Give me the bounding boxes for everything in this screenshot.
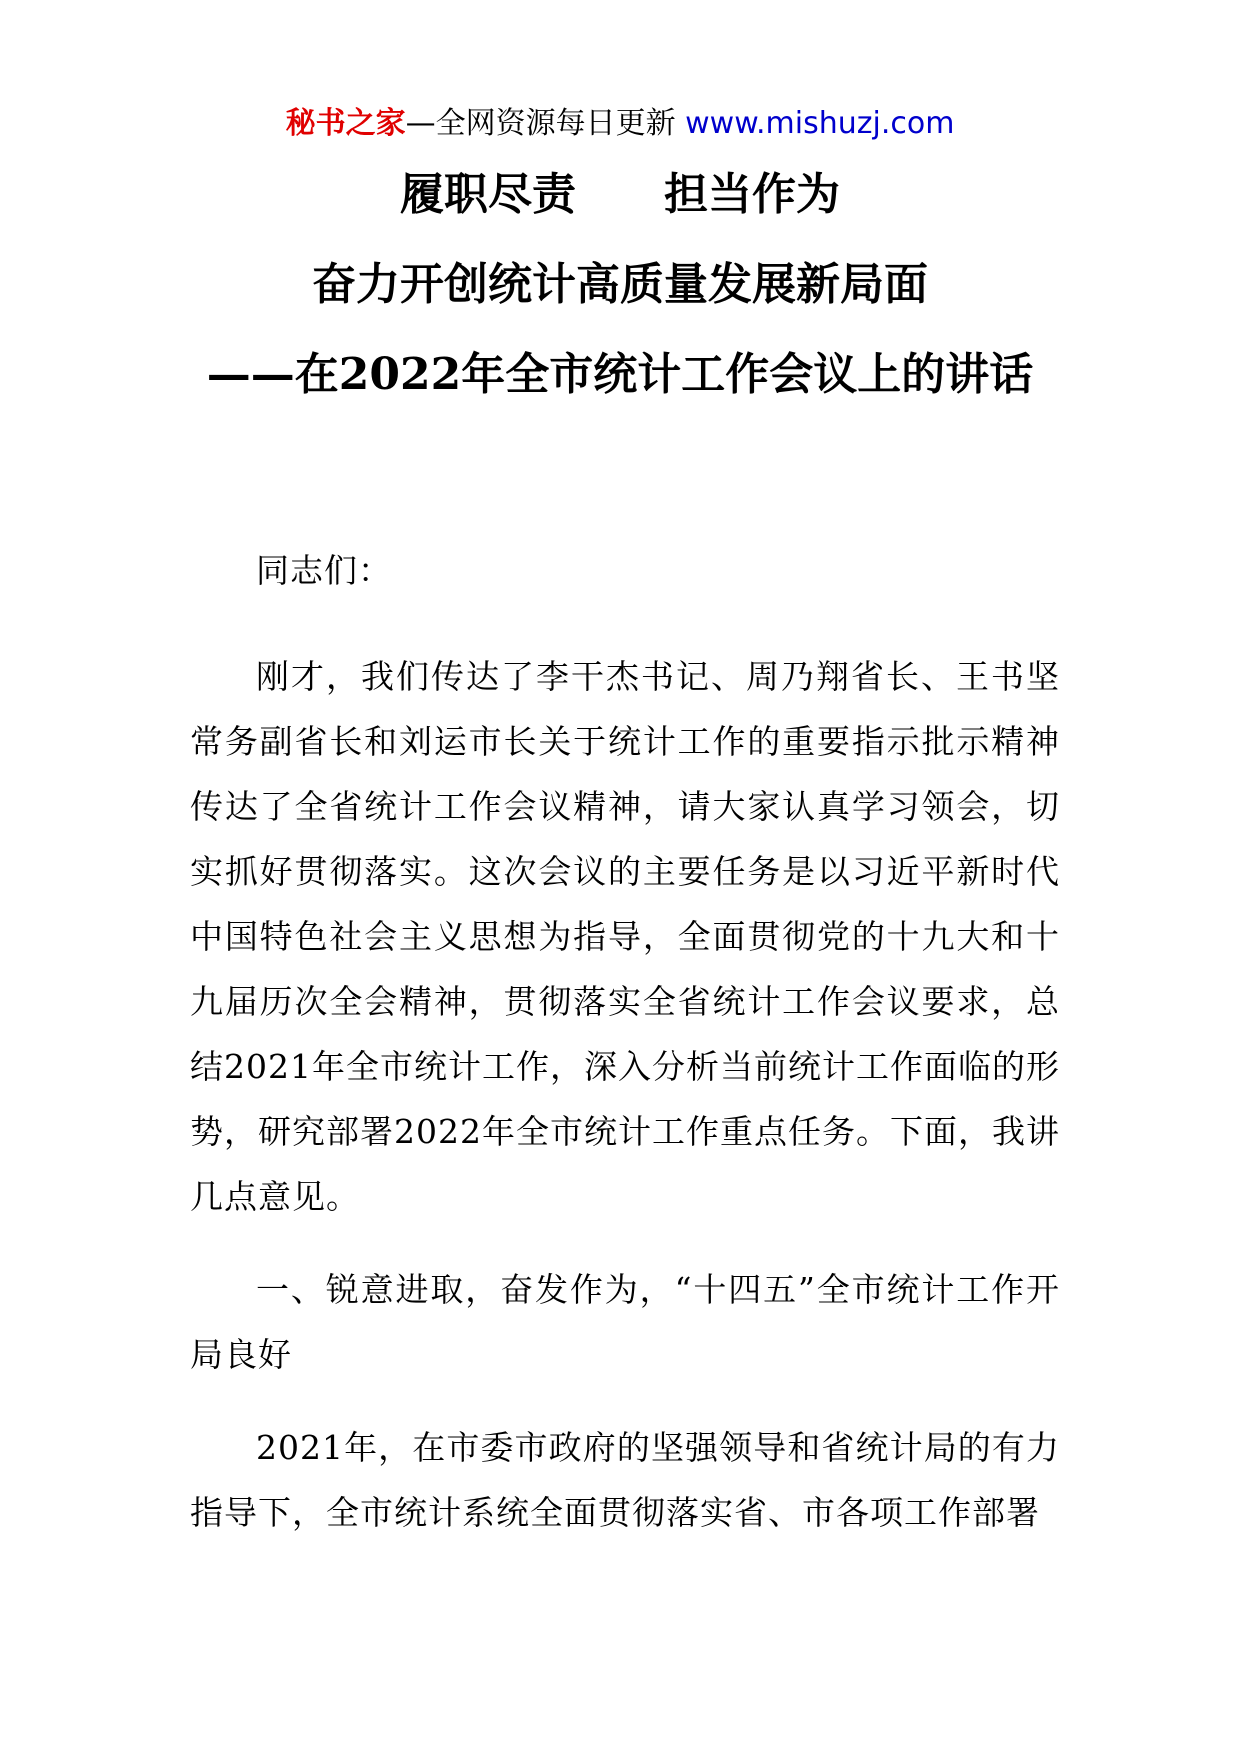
title-line-2: 奋力开创统计高质量发展新局面 — [312, 259, 928, 310]
title-line-1: 履职尽责 担当作为 — [400, 169, 840, 220]
site-brand: 秘书之家 — [285, 106, 406, 141]
document-title — [0, 160, 1240, 430]
paragraph-opening: 刚才，我们传达了李干杰书记、周乃翔省长、王书坚常务副省长和刘运市长关于统计工作的重要指示批示精神传达了全省统计工作会议精神，请大家认真学习领会，切实抓好贯彻落实。这次会议的主要任务是以习近平新时代中国特色社会主义思想为指导，全面贯彻党的十九大和十九届历次全会精神，贯彻落实全省统计工作会议要求，总结2021年全市统计工作，深入分析当前统计工作面临的形势，研究部署2022年全市统计工作重点任务。下面，我讲几点意见。 — [190, 657, 1060, 1216]
site-header — [0, 100, 1240, 148]
title-subtitle: ——在2022年全市统计工作会议上的讲话 — [206, 349, 1034, 400]
paragraph-2021-summary: 2021年，在市委市政府的坚强领导和省统计局的有力指导下，全市统计系统全面贯彻落实省、市各项工作部署 — [190, 1428, 1060, 1532]
site-tagline: —全网资源每日更新 — [405, 106, 686, 141]
document-body — [190, 538, 1060, 1573]
greeting: 同志们： — [256, 551, 392, 590]
section-heading-1: 一、锐意进取，奋发作为，“十四五”全市统计工作开局良好 — [190, 1270, 1060, 1374]
site-url-link[interactable]: www.mishuzj.com — [685, 106, 955, 141]
